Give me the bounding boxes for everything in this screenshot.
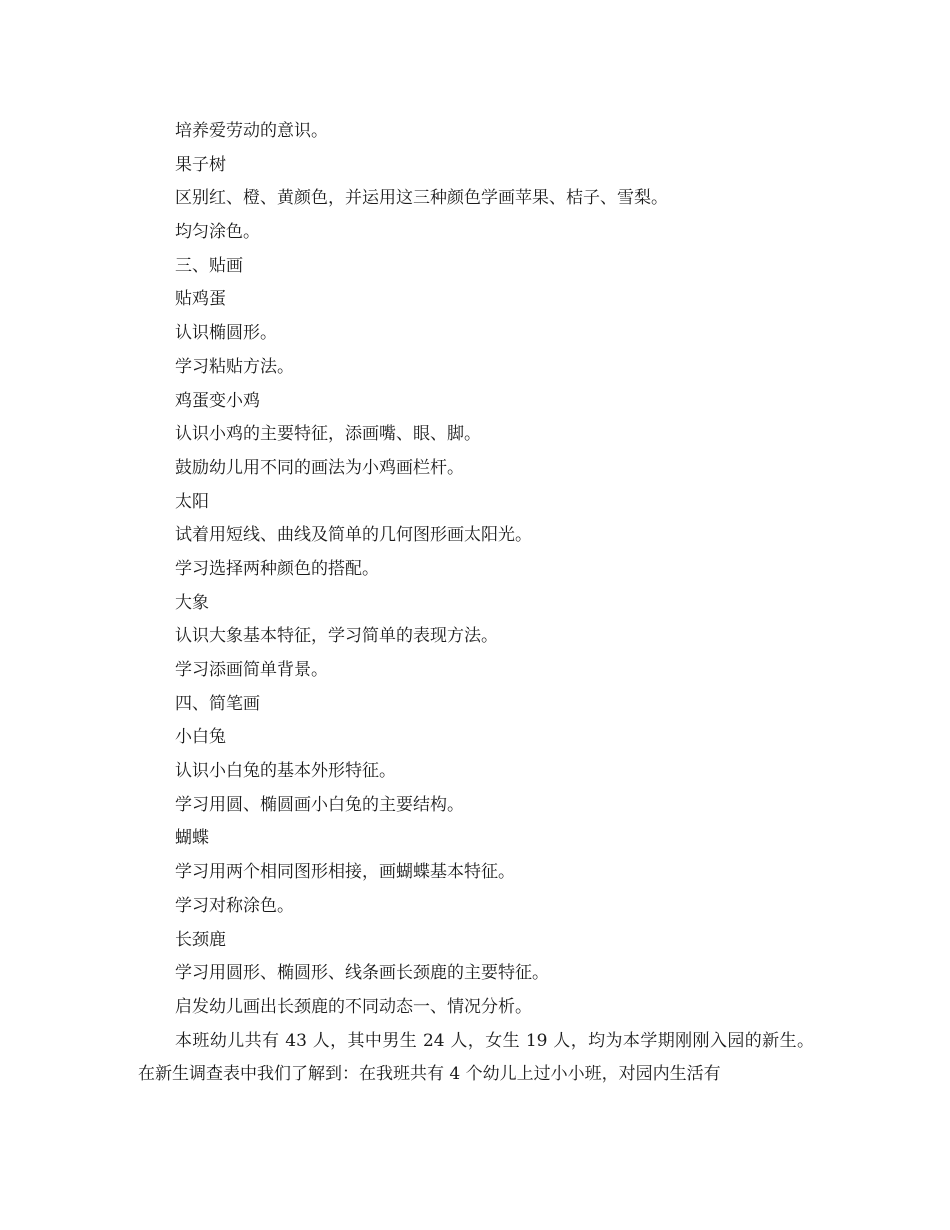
text-line: 学习选择两种颜色的搭配。 bbox=[175, 558, 379, 579]
text-line: 认识椭圆形。 bbox=[175, 323, 277, 344]
text-line: 认识大象基本特征，学习简单的表现方法。 bbox=[175, 626, 498, 647]
text-line: 认识小鸡的主要特征，添画嘴、眼、脚。 bbox=[175, 424, 481, 445]
text-line: 认识小白兔的基本外形特征。 bbox=[175, 761, 396, 782]
section-title: 蝴蝶 bbox=[175, 828, 209, 849]
text-line: 学习粘贴方法。 bbox=[175, 356, 294, 377]
text-line: 培养爱劳动的意识。 bbox=[175, 121, 328, 141]
section-heading: 三、贴画 bbox=[175, 255, 243, 276]
text-line: 学习用圆形、椭圆形、线条画长颈鹿的主要特征。 bbox=[175, 963, 549, 984]
section-title: 太阳 bbox=[175, 491, 209, 512]
text-line: 区别红、橙、黄颜色，并运用这三种颜色学画苹果、桔子、雪梨。 bbox=[175, 188, 668, 209]
text-line: 启发幼儿画出长颈鹿的不同动态一、情况分析。 bbox=[175, 996, 532, 1017]
text-line: 鼓励幼儿用不同的画法为小鸡画栏杆。 bbox=[175, 457, 464, 478]
section-title: 贴鸡蛋 bbox=[175, 289, 226, 310]
text-line: 学习添画简单背景。 bbox=[175, 660, 328, 680]
text-line: 均匀涂色。 bbox=[175, 222, 260, 243]
section-title: 果子树 bbox=[175, 154, 226, 175]
text-line: 学习用圆、椭圆画小白兔的主要结构。 bbox=[175, 794, 464, 815]
text-line: 学习对称涂色。 bbox=[175, 895, 294, 916]
body-paragraph: 本班幼儿共有 43 人，其中男生 24 人，女生 19 人，均为本学期刚刚入园的新生。在新生调查表中我们了解到：在我班共有 4 个幼儿上过小小班，对园内生活有 bbox=[138, 1030, 814, 1085]
text-line: 试着用短线、曲线及简单的几何图形画太阳光。 bbox=[175, 525, 532, 546]
section-title: 长颈鹿 bbox=[175, 929, 226, 950]
section-heading: 四、简笔画 bbox=[175, 693, 260, 714]
section-title: 大象 bbox=[175, 592, 209, 613]
text-line: 学习用两个相同图形相接，画蝴蝶基本特征。 bbox=[175, 862, 515, 883]
section-title: 小白兔 bbox=[175, 727, 226, 748]
document-body bbox=[138, 115, 814, 1092]
section-title: 鸡蛋变小鸡 bbox=[175, 390, 260, 411]
